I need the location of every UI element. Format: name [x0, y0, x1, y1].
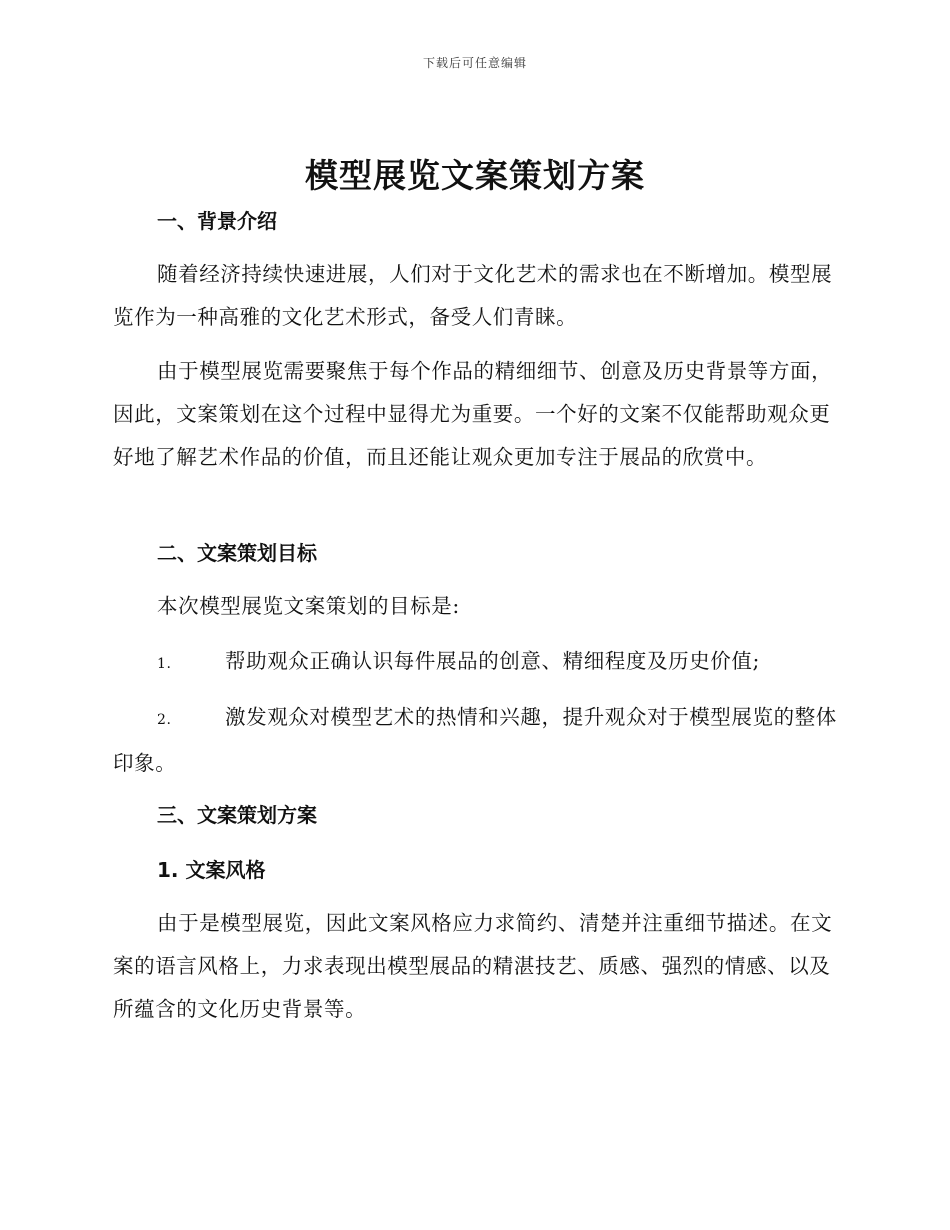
list-item-text: 帮助观众正确认识每件展品的创意、精细程度及历史价值; — [225, 649, 761, 673]
list-item — [113, 696, 838, 785]
list-item-number: 2. — [157, 712, 172, 728]
paragraph-style: 由于是模型展览，因此文案风格应力求简约、清楚并注重细节描述。在文案的语言风格上，力求表现出模型展品的精湛技艺、质感、强烈的情感、以及所蕴含的文化历史背景等。 — [113, 911, 833, 1021]
header-note: 下载后可任意编辑 — [422, 56, 527, 70]
section-heading-goals: 二、文案策划目标 — [157, 541, 317, 565]
section-heading-background: 一、背景介绍 — [157, 209, 277, 233]
paragraph-background-2: 由于模型展览需要聚焦于每个作品的精细细节、创意及历史背景等方面，因此，文案策划在这个过程中显得尤为重要。一个好的文案不仅能帮助观众更好地了解艺术作品的价值，而且还能让观众更加专注于展品的欣赏中。 — [113, 359, 833, 469]
paragraph-goals-intro: 本次模型展览文案策划的目标是: — [157, 594, 460, 618]
subsection-heading-style: 1. 文案风格 — [157, 858, 266, 882]
section-heading-plan: 三、文案策划方案 — [157, 803, 317, 827]
list-item-text: 激发观众对模型艺术的热情和兴趣，提升观众对于模型展览的整体印象。 — [113, 705, 837, 775]
paragraph-background-1: 随着经济持续快速进展，人们对于文化艺术的需求也在不断增加。模型展览作为一种高雅的文化艺术形式，备受人们青睐。 — [113, 262, 833, 329]
document-title: 模型展览文案策划方案 — [305, 156, 645, 195]
list-item — [113, 640, 838, 686]
list-item-number: 1. — [157, 656, 172, 672]
